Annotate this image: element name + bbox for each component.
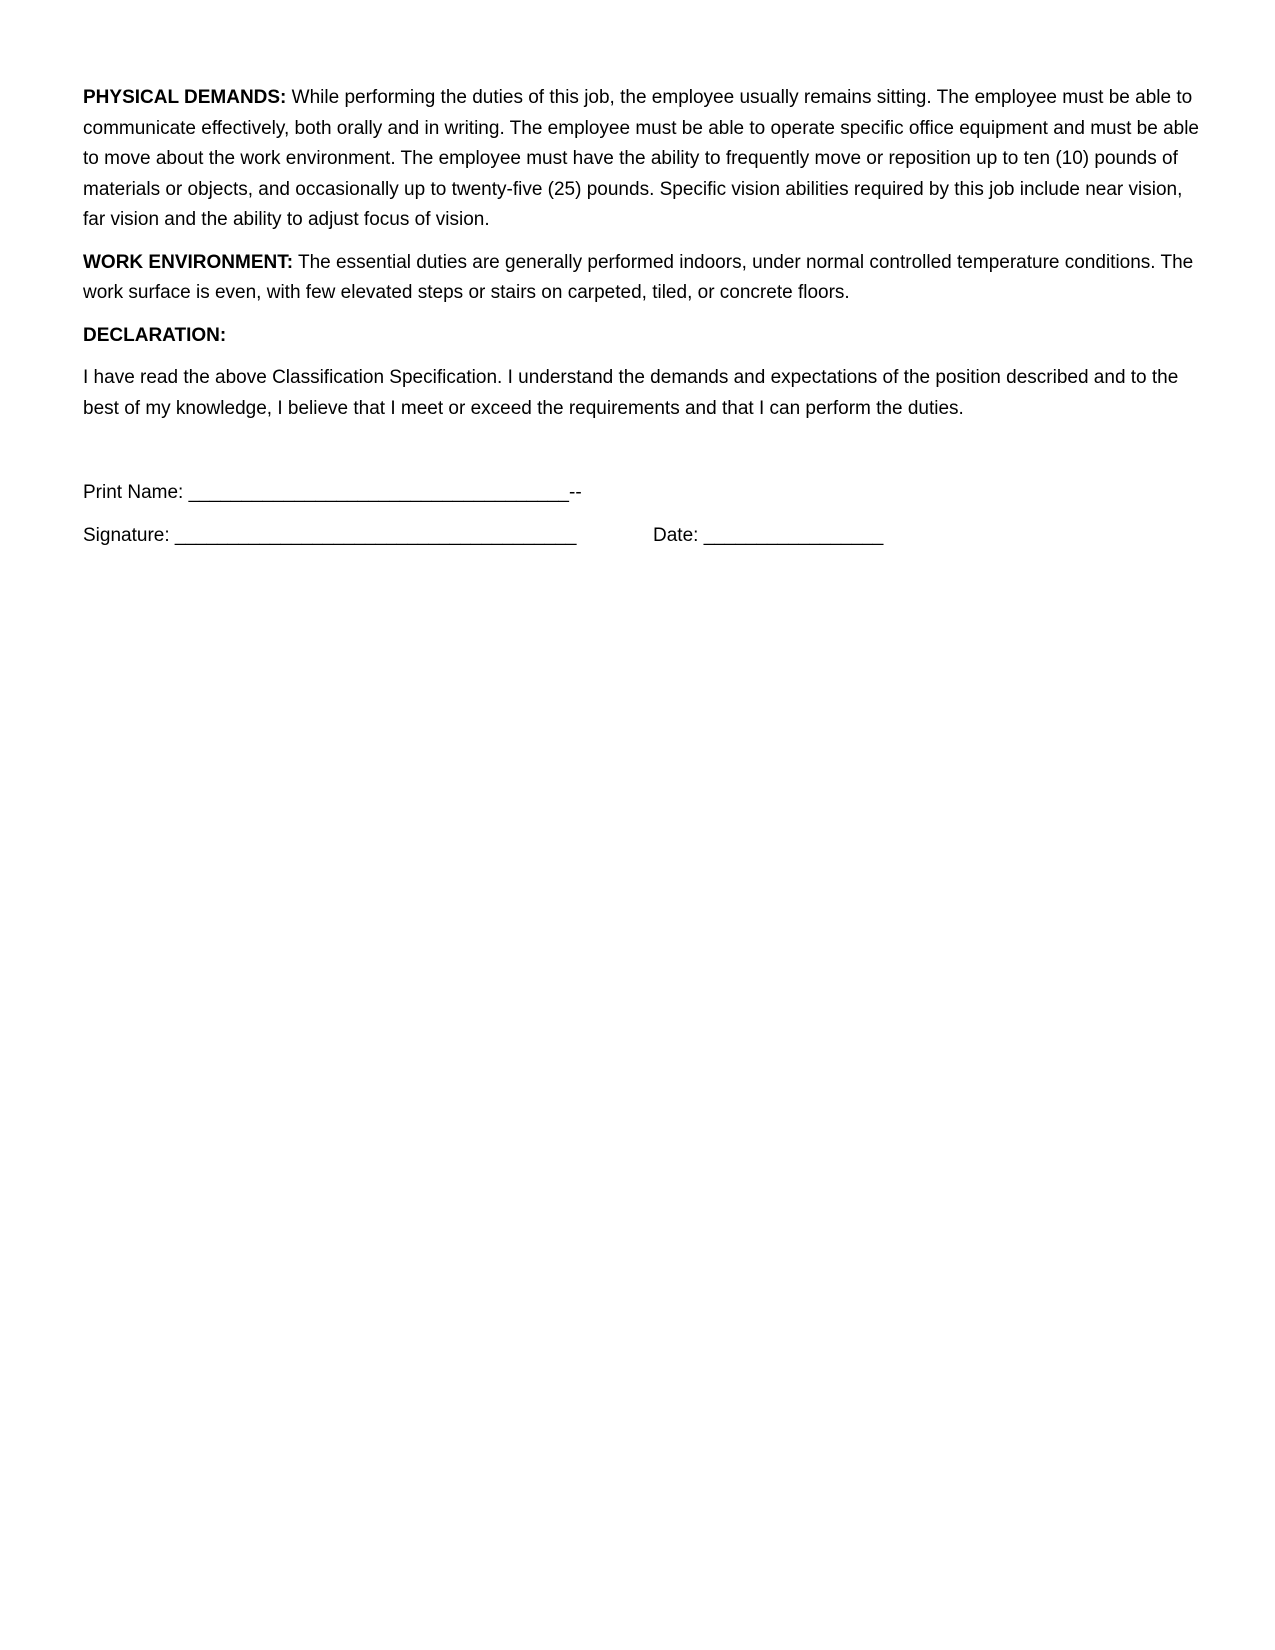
date-field[interactable]: Date: _________________ <box>653 524 884 546</box>
document-content <box>83 83 1203 563</box>
physical-demands-paragraph <box>83 83 1203 236</box>
print-name-row <box>83 478 1203 509</box>
work-environment-text: The essential duties are generally performed indoors, under normal controlled temperature conditions. The work surface is even, with few elevated steps or stairs on carpeted, tiled, or concrete floors. <box>83 251 1194 303</box>
declaration-heading: DECLARATION: <box>83 324 227 346</box>
signature-field[interactable]: Signature: ______________________________________ <box>83 524 577 546</box>
signature-row <box>83 521 1203 552</box>
signature-block <box>83 478 1203 551</box>
work-environment-paragraph <box>83 248 1203 309</box>
work-environment-heading: WORK ENVIRONMENT: <box>83 251 294 273</box>
print-name-field[interactable]: Print Name: ____________________________________-- <box>83 482 582 503</box>
declaration-text: I have read the above Classification Specification. I understand the demands and expectations of the position described and to the best of my knowledge, I believe that I meet or exceed the requirements and that I can perform the duties. <box>83 367 1179 419</box>
physical-demands-text: While performing the duties of this job, the employee usually remains sitting. The employee must be able to communicate effectively, both orally and in writing. The employee must be able to operate specific office equipment and must be able to move about the work environment. The employee must have the ability to frequently move or reposition up to ten (10) pounds of materials or objects, and occasionally up to twenty-five (25) pounds. Specific vision abilities required by this job include near vision, far vision and the ability to adjust focus of vision. <box>83 87 1199 230</box>
physical-demands-heading: PHYSICAL DEMANDS: <box>83 87 287 108</box>
